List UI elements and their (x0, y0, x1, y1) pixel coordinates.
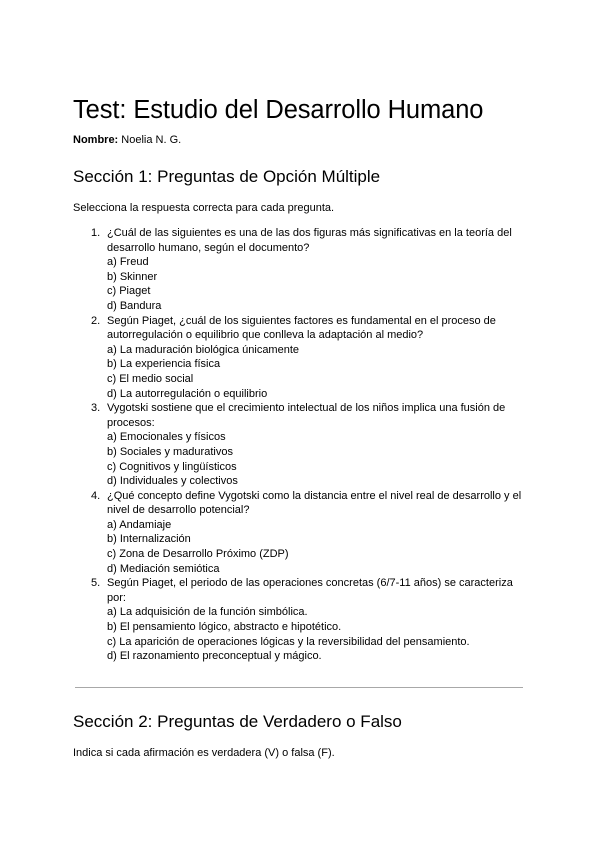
question-text: Según Piaget, ¿cuál de los siguientes factores es fundamental en el proceso de autorregulación o equilibrio que conlleva la adaptación al medio? (107, 314, 496, 342)
question-2 (73, 314, 533, 402)
answer-option: b) Skinner (107, 270, 158, 283)
answer-option: a) La maduración biológica únicamente (107, 343, 300, 356)
question-number: 3. (91, 402, 101, 415)
section-divider (75, 687, 523, 688)
question-number: 5. (91, 577, 101, 590)
student-name-label: Nombre: (73, 134, 119, 146)
question-number: 4. (91, 489, 101, 502)
answer-option: b) El pensamiento lógico, abstracto e hipotético. (107, 621, 342, 634)
answer-option: c) La aparición de operaciones lógicas y la reversibilidad del pensamiento. (107, 635, 470, 648)
question-1 (73, 226, 533, 314)
section-1-title: Sección 1: Preguntas de Opción Múltiple (73, 167, 381, 186)
answer-option: a) La adquisición de la función simbólica. (107, 606, 308, 619)
answer-option: a) Freud (107, 256, 149, 269)
answer-option: a) Andamiaje (107, 518, 172, 531)
question-3 (73, 401, 533, 489)
answer-option: c) El medio social (107, 372, 194, 385)
question-5 (73, 576, 533, 664)
answer-option: d) Mediación semiótica (107, 562, 220, 575)
question-text: ¿Cuál de las siguientes es una de las dos figuras más significativas en la teoría del desarrollo humano, según el documento? (107, 227, 512, 254)
answer-option: d) Bandura (107, 299, 162, 312)
student-name-value: Noelia N. G. (121, 134, 182, 146)
section-1-instructions: Selecciona la respuesta correcta para cada pregunta. (73, 202, 335, 214)
question-number: 1. (91, 227, 101, 239)
answer-option: d) La autorregulación o equilibrio (107, 387, 268, 400)
question-text: Vygotski sostiene que el crecimiento intelectual de los niños implica una fusión de procesos: (107, 402, 506, 429)
answer-option: c) Zona de Desarrollo Próximo (ZDP) (107, 548, 289, 561)
student-name-line (73, 132, 181, 148)
answer-option: b) La experiencia física (107, 358, 221, 371)
answer-option: c) Piaget (107, 285, 151, 298)
answer-option: b) Sociales y madurativos (107, 445, 233, 458)
answer-option: c) Cognitivos y lingüísticos (107, 460, 237, 473)
page-title: Test: Estudio del Desarrollo Humano (73, 96, 484, 124)
answer-option: d) El razonamiento preconceptual y mágico. (107, 650, 322, 663)
question-text: ¿Qué concepto define Vygotski como la distancia entre el nivel real de desarrollo y el nivel de desarrollo potencial? (107, 489, 522, 517)
answer-option: d) Individuales y colectivos (107, 475, 238, 488)
question-number: 2. (91, 314, 101, 327)
section-2-instructions: Indica si cada afirmación es verdadera (V) o falsa (F). (73, 747, 335, 759)
section-2-title: Sección 2: Preguntas de Verdadero o Falso (73, 712, 402, 731)
answer-option: a) Emocionales y físicos (107, 431, 226, 444)
multiple-choice-questions (73, 226, 533, 664)
answer-option: b) Internalización (107, 533, 191, 546)
question-text: Según Piaget, el periodo de las operaciones concretas (6/7-11 años) se caracteriza por: (107, 577, 513, 604)
question-4 (73, 489, 533, 577)
